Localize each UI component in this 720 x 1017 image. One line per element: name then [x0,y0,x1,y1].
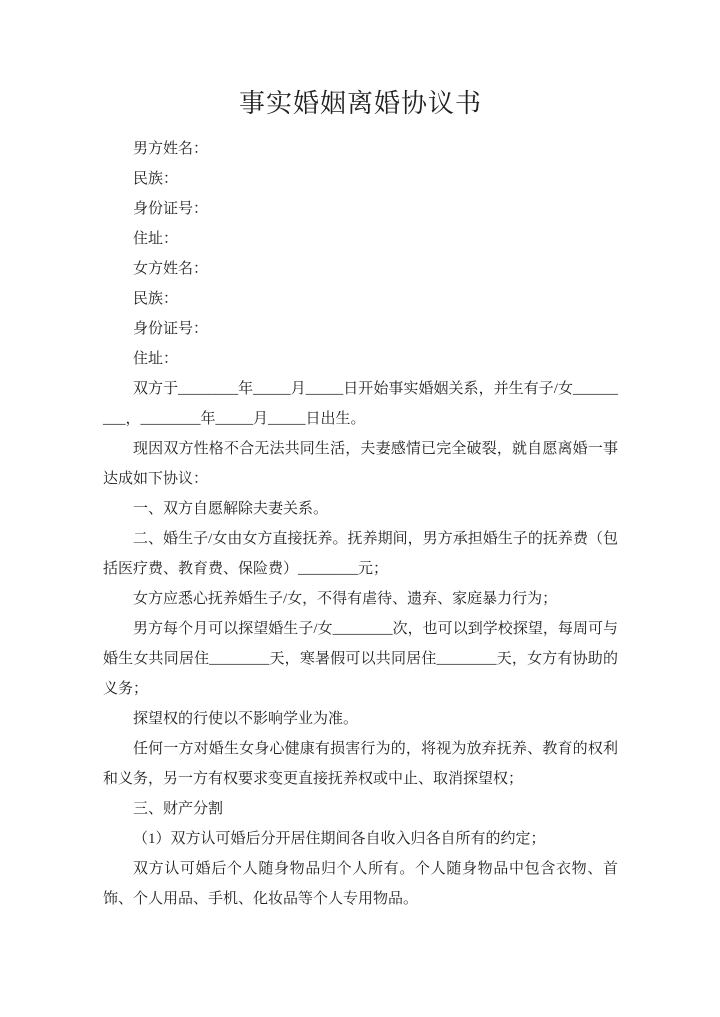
field-female-name: 女方姓名： [133,261,209,277]
field-female-address: 住址： [133,351,179,367]
para-property-income: （1）双方认可婚后分开居住期间各自收入归各自所有的约定； [133,831,546,847]
field-female-ethnicity: 民族： [133,291,179,307]
field-male-address: 住址： [133,231,179,247]
document-body [103,134,618,914]
clause-2-custody: 二、婚生子/女由女方直接抚养。抚养期间，男方承担婚生子的抚养费（包括医疗费、教育费、保险费）________元； [103,531,618,577]
field-female-id-number: 身份证号： [133,321,209,337]
clause-1-divorce: 一、双方自愿解除夫妻关系。 [133,501,329,517]
document-title: 事实婚姻离婚协议书 [238,89,482,118]
para-visitation-study: 探望权的行使以不影响学业为准。 [133,711,359,727]
field-male-ethnicity: 民族： [133,171,179,187]
field-male-id-number: 身份证号： [133,201,209,217]
para-visitation: 男方每个月可以探望婚生子/女________次，也可以到学校探望，每周可与婚生女共同居住________天，寒暑假可以共同居住________天，女方有协助的义务； [103,621,618,697]
field-male-name: 男方姓名： [133,141,209,157]
clause-3-property: 三、财产分割 [133,801,224,817]
para-custody-care: 女方应悉心抚养婚生子/女，不得有虐待、遗弃、家庭暴力行为； [133,591,558,607]
para-personal-items: 双方认可婚后个人随身物品归个人所有。个人随身物品中包含衣物、首饰、个人用品、手机、化妆品等个人专用物品。 [103,861,618,907]
para-harm-clause: 任何一方对婚生女身心健康有损害行为的，将视为放弃抚养、教育的权利和义务，另一方有权要求变更直接抚养权或中止、取消探望权； [103,741,618,787]
para-marriage-facts: 双方于________年_____月_____日开始事实婚姻关系，并生有子/女_________，________年_____月_____日出生。 [103,381,618,427]
para-preamble: 现因双方性格不合无法共同生活，夫妻感情已完全破裂，就自愿离婚一事达成如下协议： [103,441,618,487]
